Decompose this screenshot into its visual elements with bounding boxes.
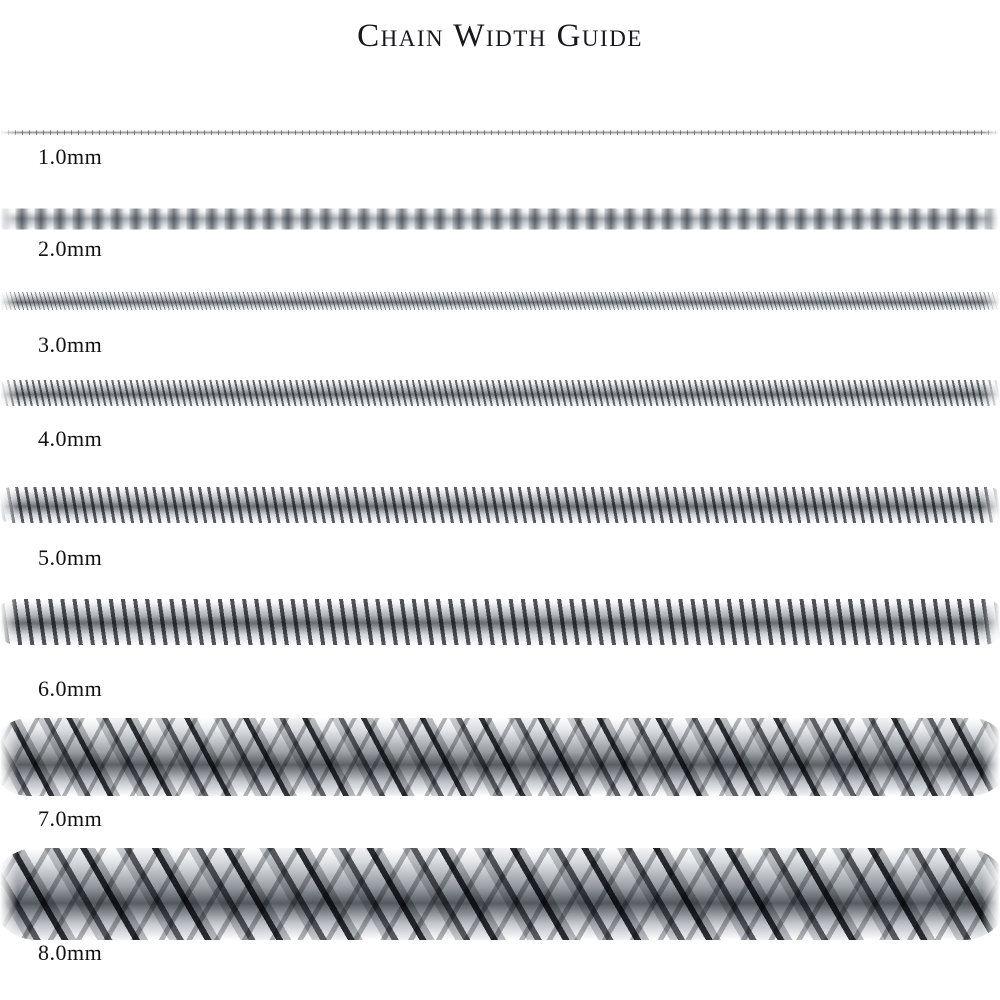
chain-row-3 — [0, 288, 1000, 314]
chain-row-8 — [0, 844, 1000, 944]
chain-row-5 — [0, 483, 1000, 527]
chain-label-6-0mm: 6.0mm — [38, 676, 103, 701]
page-title: Chain Width Guide — [357, 18, 643, 54]
chain-row-1 — [0, 126, 1000, 140]
chain-swatch-4-0mm — [0, 380, 1000, 406]
chain-swatch-7-0mm — [0, 718, 1000, 796]
chain-label-5-0mm: 5.0mm — [38, 545, 103, 570]
chain-label-7-0mm: 7.0mm — [38, 806, 103, 831]
chain-label-1-0mm: 1.0mm — [38, 144, 103, 169]
chain-row-2 — [0, 205, 1000, 233]
chain-label-4-0mm: 4.0mm — [38, 426, 103, 451]
chain-swatch-5-0mm — [0, 487, 1000, 523]
chain-swatch-3-0mm — [0, 292, 1000, 310]
chain-swatch-8-0mm — [0, 848, 1000, 940]
chain-row-4 — [0, 376, 1000, 410]
chain-row-7 — [0, 714, 1000, 800]
chain-label-2-0mm: 2.0mm — [38, 236, 103, 261]
chain-swatch-6-0mm — [0, 599, 1000, 645]
chain-swatch-1-0mm — [0, 130, 1000, 135]
chain-swatch-2-0mm — [0, 208, 1000, 230]
chain-row-6 — [0, 595, 1000, 649]
chain-label-8-0mm: 8.0mm — [38, 940, 103, 965]
chain-label-3-0mm: 3.0mm — [38, 332, 103, 357]
